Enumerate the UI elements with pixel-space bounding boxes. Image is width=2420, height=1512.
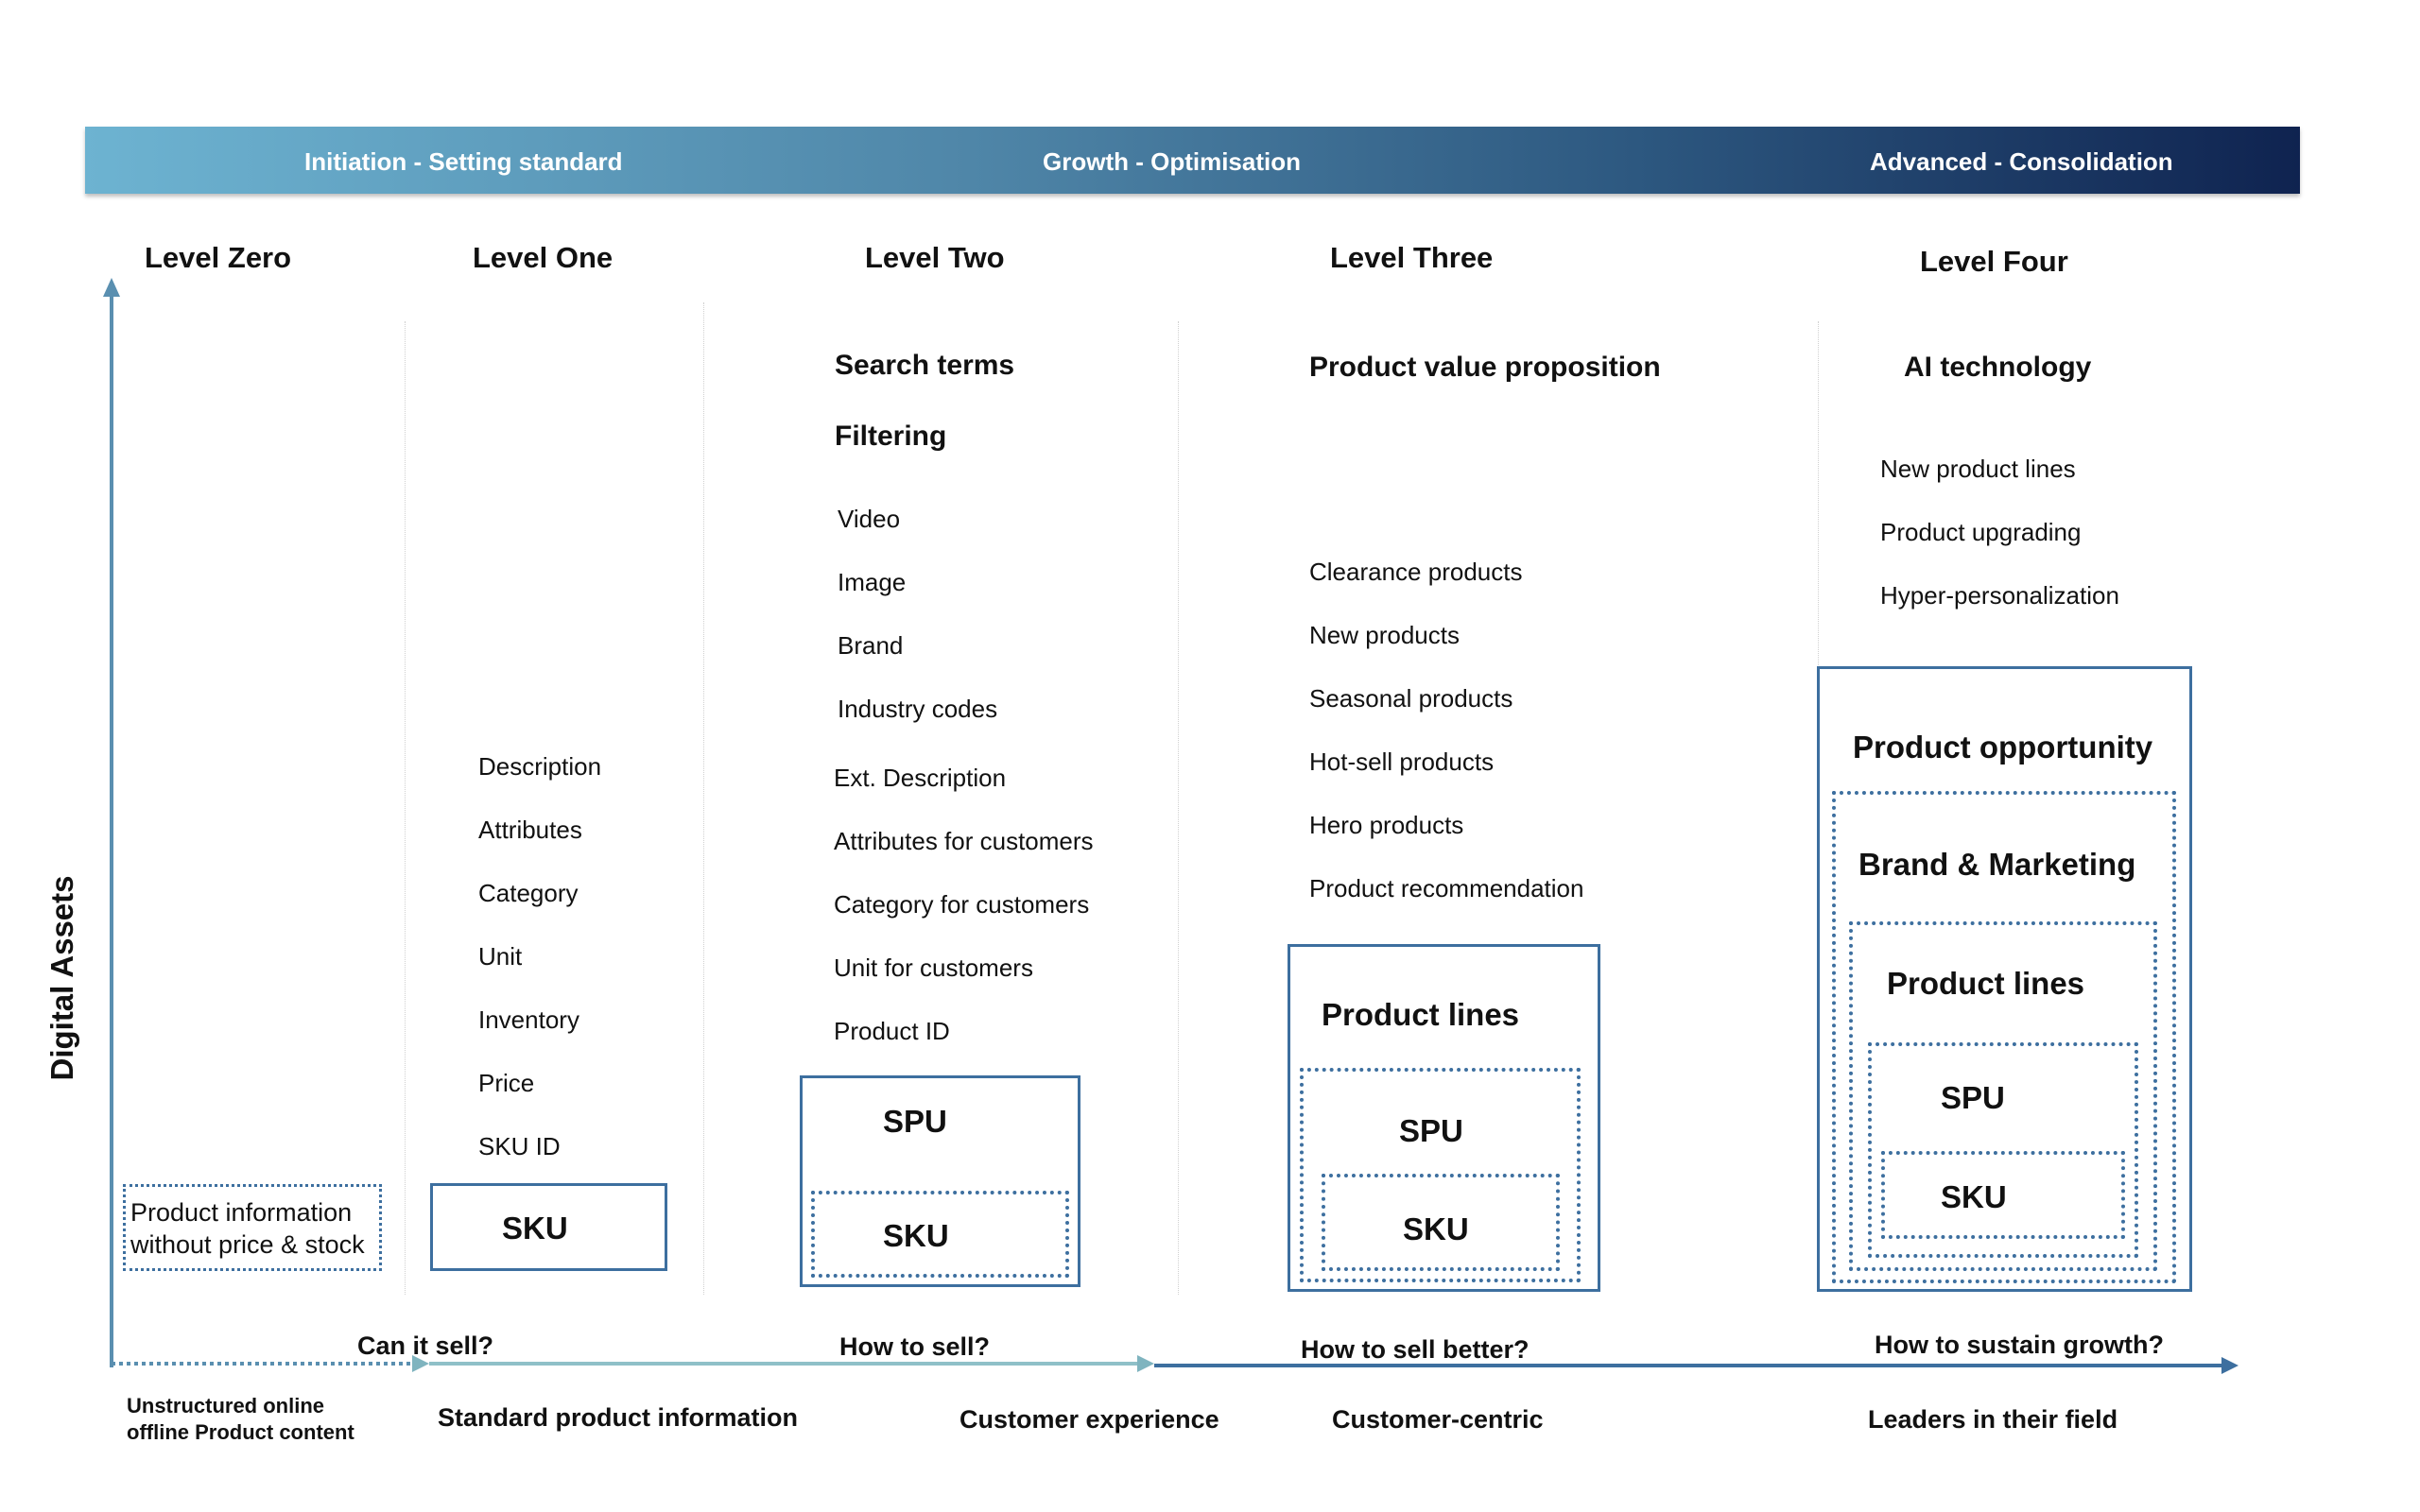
level-two-media-item: Industry codes xyxy=(838,695,998,723)
level-three-item: Hero products xyxy=(1309,811,1464,839)
level-two-media-item: Image xyxy=(838,568,907,596)
level-four-item: New product lines xyxy=(1880,455,2076,483)
level-three-item: New products xyxy=(1309,621,1460,649)
y-axis-arrowhead xyxy=(103,278,120,297)
level-two-item: Attributes for customers xyxy=(834,827,1094,855)
level-three-item: Clearance products xyxy=(1309,558,1523,586)
level-zero-bottom-line2: offline Product content xyxy=(127,1420,354,1444)
level-two-item: Product ID xyxy=(834,1017,950,1045)
level-one-item: SKU ID xyxy=(478,1132,561,1160)
level-four-header: AI technology xyxy=(1904,352,2092,383)
question-can-it-sell: Can it sell? xyxy=(357,1332,494,1360)
stage-growth: Growth - Optimisation xyxy=(1043,147,1301,176)
level-four-item: Hyper-personalization xyxy=(1880,581,2119,610)
level-two-header: Search terms xyxy=(835,350,1015,381)
level-four-spu-label: SPU xyxy=(1941,1080,2005,1115)
level-one-item: Inventory xyxy=(478,1005,579,1034)
level-three-item: Seasonal products xyxy=(1309,684,1513,713)
level-four-title: Level Four xyxy=(1920,245,2068,278)
level-one-title: Level One xyxy=(473,241,614,274)
level-two-media-item: Video xyxy=(838,505,901,533)
level-three-spu-label: SPU xyxy=(1399,1113,1463,1148)
level-zero-box-line2: without price & stock xyxy=(130,1230,365,1259)
level-three-item: Product recommendation xyxy=(1309,874,1584,902)
level-one-sku-label: SKU xyxy=(502,1211,568,1246)
stage-advanced: Advanced - Consolidation xyxy=(1870,147,2173,176)
level-one-bottom: Standard product information xyxy=(438,1403,798,1432)
level-three-header: Product value proposition xyxy=(1309,352,1661,383)
x-axis-arrowhead-end xyxy=(2221,1357,2238,1374)
level-three-product-lines-label: Product lines xyxy=(1322,997,1520,1032)
level-three-item: Hot-sell products xyxy=(1309,747,1495,776)
level-four-sku-label: SKU xyxy=(1941,1179,2007,1214)
question-how-to-sustain-growth: How to sustain growth? xyxy=(1875,1331,2164,1359)
stage-initiation: Initiation - Setting standard xyxy=(304,147,623,176)
level-two-item: Unit for customers xyxy=(834,954,1033,982)
level-two-sku-label: SKU xyxy=(883,1218,949,1253)
level-two-title: Level Two xyxy=(865,241,1005,274)
level-two-media-item: Brand xyxy=(838,631,904,660)
level-one-item: Price xyxy=(478,1069,535,1097)
level-three-title: Level Three xyxy=(1330,241,1494,274)
level-two-header: Filtering xyxy=(835,421,947,452)
level-one-item: Attributes xyxy=(478,816,582,844)
question-how-to-sell: How to sell? xyxy=(839,1332,991,1361)
level-four-product-lines-label: Product lines xyxy=(1887,966,2085,1001)
level-four-item: Product upgrading xyxy=(1880,518,2082,546)
level-two-bottom: Customer experience xyxy=(959,1405,1219,1434)
level-four-opportunity-label: Product opportunity xyxy=(1853,730,2153,765)
level-zero-box-line1: Product information xyxy=(130,1198,353,1227)
level-one-item: Unit xyxy=(478,942,523,971)
level-zero-bottom-line1: Unstructured online xyxy=(127,1394,325,1418)
level-two-spu-label: SPU xyxy=(883,1104,947,1139)
level-four-bottom: Leaders in their field xyxy=(1868,1405,2118,1434)
x-axis-arrowhead-two xyxy=(1137,1355,1154,1372)
y-axis-label: Digital Assets xyxy=(44,875,79,1081)
level-one-item: Description xyxy=(478,752,602,781)
level-zero-title: Level Zero xyxy=(145,241,292,274)
level-two-item: Category for customers xyxy=(834,890,1090,919)
level-three-sku-label: SKU xyxy=(1403,1211,1469,1246)
level-three-bottom: Customer-centric xyxy=(1332,1405,1544,1434)
level-four-brand-label: Brand & Marketing xyxy=(1858,847,2136,882)
level-one-item: Category xyxy=(478,879,579,907)
level-two-item: Ext. Description xyxy=(834,764,1007,792)
question-how-to-sell-better: How to sell better? xyxy=(1301,1335,1530,1364)
